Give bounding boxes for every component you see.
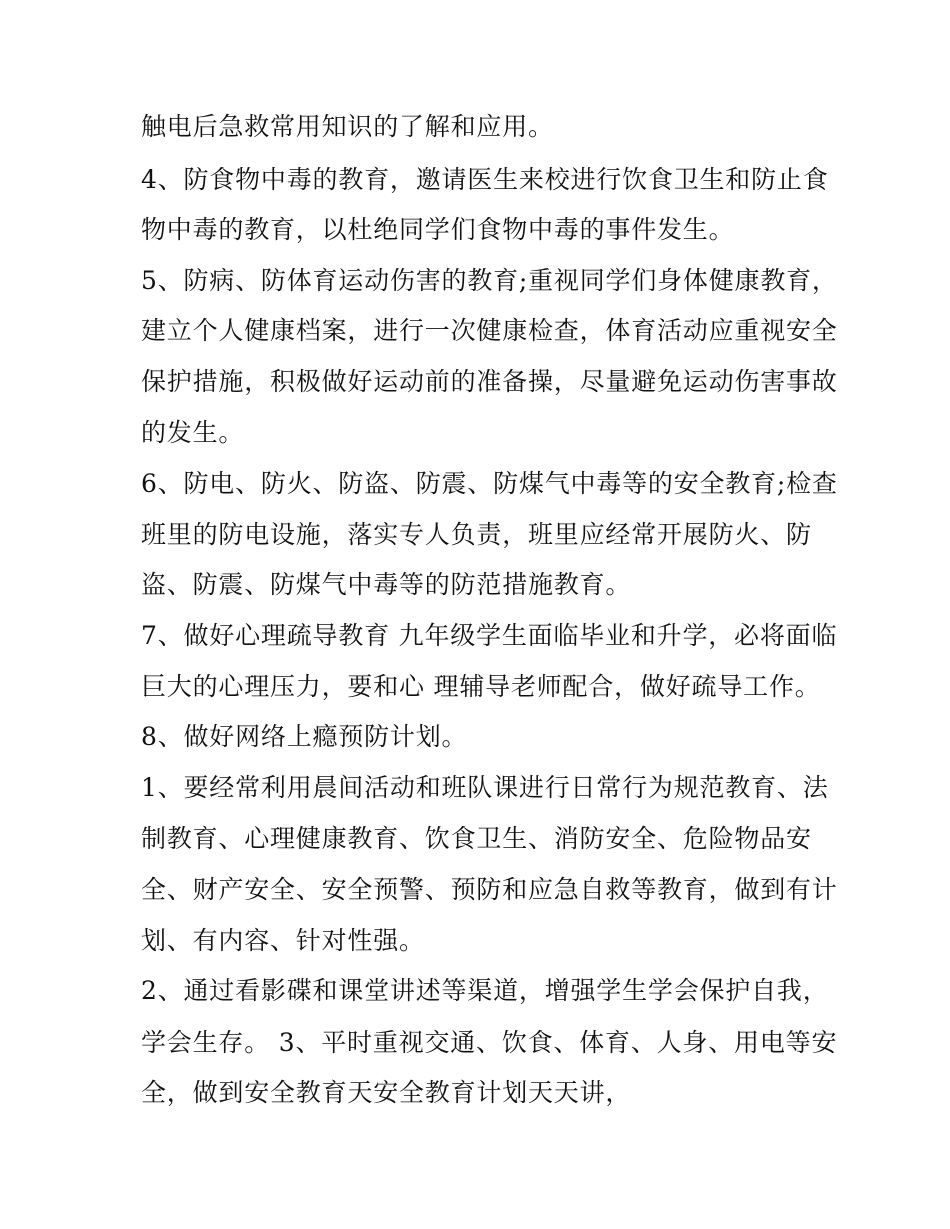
text-line: 班里的防电设施，落实专人负责，班里应经常开展防火、防 (141, 520, 812, 549)
text-line: 8、做好网络上瘾预防计划。 (141, 722, 468, 751)
text-line: 划、有内容、针对性强。 (141, 926, 425, 955)
text-line: 2、通过看影碟和课堂讲述等渠道，增强学生学会保护自我， (141, 976, 829, 1005)
text-line: 建立个人健康档案，进行一次健康检查，体育活动应重视安全 (141, 316, 838, 345)
text-line: 7、做好心理疏导教育 九年级学生面临毕业和升学，必将面临 (141, 621, 838, 650)
text-line: 1、要经常利用晨间活动和班队课进行日常行为规范教育、法 (141, 773, 829, 802)
text-line: 全、财产安全、安全预警、预防和应急自救等教育，做到有计 (141, 875, 838, 904)
text-line: 物中毒的教育，以杜绝同学们食物中毒的事件发生。 (141, 215, 735, 244)
text-line: 学会生存。 3、平时重视交通、饮食、体育、人身、用电等安 (141, 1028, 838, 1057)
text-line: 盗、防震、防煤气中毒等的防范措施教育。 (141, 570, 632, 599)
text-line: 触电后急救常用知识的了解和应用。 (141, 112, 554, 141)
text-line: 的发生。 (141, 418, 245, 447)
text-line: 5、防病、防体育运动伤害的教育;重视同学们身体健康教育， (141, 266, 838, 295)
text-line: 制教育、心理健康教育、饮食卫生、消防安全、危险物品安 (141, 824, 812, 853)
text-line: 6、防电、防火、防盗、防震、防煤气中毒等的安全教育;检查 (141, 469, 838, 498)
text-line: 4、防食物中毒的教育，邀请医生来校进行饮食卫生和防止食 (141, 165, 829, 194)
text-line: 保护措施，积极做好运动前的准备操，尽量避免运动伤害事故 (141, 367, 838, 396)
text-line: 全，做到安全教育天安全教育计划天天讲， (141, 1078, 632, 1107)
text-line: 巨大的心理压力，要和心 理辅导老师配合，做好疏导工作。 (141, 672, 821, 701)
